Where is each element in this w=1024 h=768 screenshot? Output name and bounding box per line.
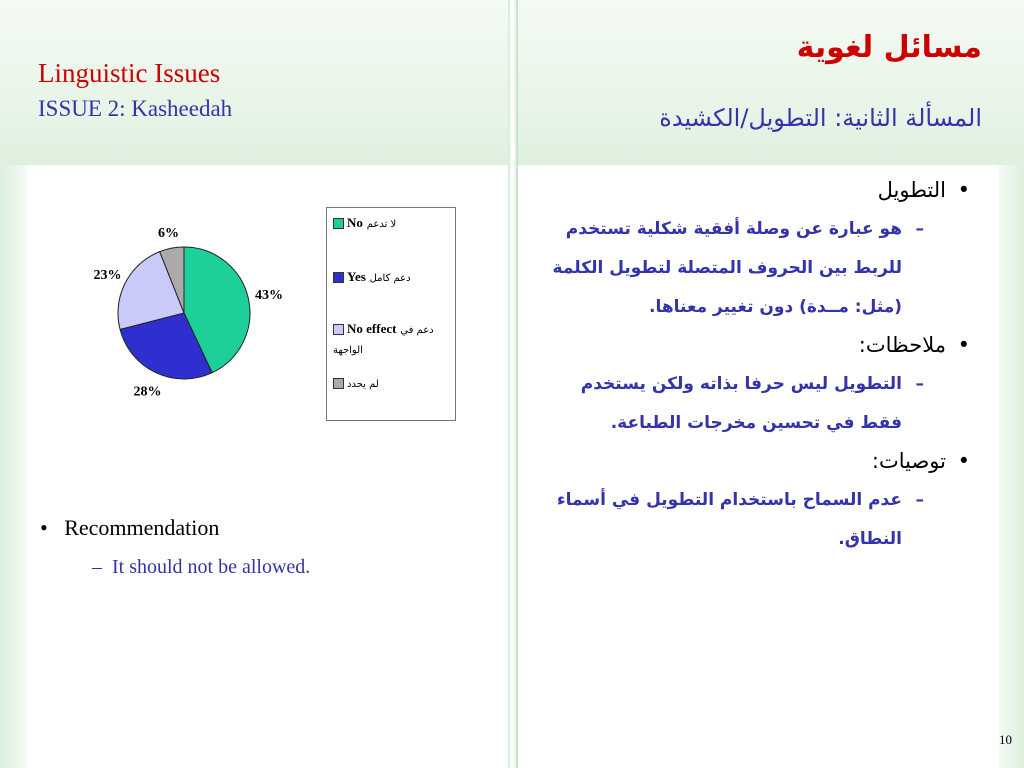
legend-label-ar: دعم في الواجهة — [333, 325, 434, 356]
legend-swatch-no — [333, 218, 344, 229]
ar-bullet-kasheedah: • التطويل — [534, 178, 974, 202]
slide-title-en: Linguistic Issues — [38, 58, 221, 88]
ar-sub-recommendation: – عدم السماح باستخدام التطويل في أسماء النطاق. — [534, 481, 974, 559]
arabic-bullet-list — [534, 178, 974, 565]
legend-swatch-no-effect — [333, 324, 344, 335]
legend-swatch-unspecified — [333, 378, 344, 389]
legend-item-no-effect — [333, 320, 457, 360]
bullet-recommendation: • Recommendation — [40, 515, 220, 540]
legend-label-en: No effect — [347, 321, 397, 336]
pie-chart — [80, 200, 310, 410]
bullet-recommendation-sub: – It should not be allowed. — [92, 556, 311, 578]
ar-sub-note: – التطويل ليس حرفا بذاته ولكن يستخدم فقط في تحسين مخرجات الطباعة. — [534, 365, 974, 443]
pie-data-label-1: 28% — [133, 384, 162, 400]
recommendation-text: Recommendation — [64, 515, 220, 540]
ar-bullet-recommendations: • توصيات: — [534, 449, 974, 473]
slide-subtitle-ar: المسألة الثانية: التطويل/الكشيدة — [659, 104, 982, 132]
column-divider — [508, 0, 518, 768]
pie-data-label-3: 6% — [158, 225, 180, 241]
pie-data-label-2: 23% — [93, 268, 122, 284]
legend-label-en: Yes — [347, 269, 366, 284]
pie-data-label-0: 43% — [255, 287, 284, 303]
pie-slices — [118, 247, 250, 379]
legend-item-unspecified — [333, 374, 457, 394]
legend-label-en: No — [347, 215, 363, 230]
legend-label-ar: لم يحدد — [347, 379, 379, 390]
slide-title-ar: مسائل لغوية — [796, 30, 982, 65]
page-number: 10 — [999, 732, 1012, 747]
legend-label-ar: دعم كامل — [369, 273, 411, 284]
legend-swatch-yes — [333, 272, 344, 283]
slide-subtitle-en: ISSUE 2: Kasheedah — [38, 96, 233, 121]
ar-sub-definition: – هو عبارة عن وصلة أفقية شكلية تستخدم للربط بين الحروف المتصلة لتطويل الكلمة (مثل: مــدة) دون تغيير معناها. — [534, 210, 974, 327]
chart-legend — [326, 207, 456, 421]
legend-item-no — [333, 214, 457, 234]
recommendation-sub-text: It should not be allowed. — [112, 556, 311, 578]
ar-bullet-notes: • ملاحظات: — [534, 333, 974, 357]
legend-item-yes — [333, 268, 457, 288]
legend-label-ar: لا تدعم — [366, 219, 397, 230]
